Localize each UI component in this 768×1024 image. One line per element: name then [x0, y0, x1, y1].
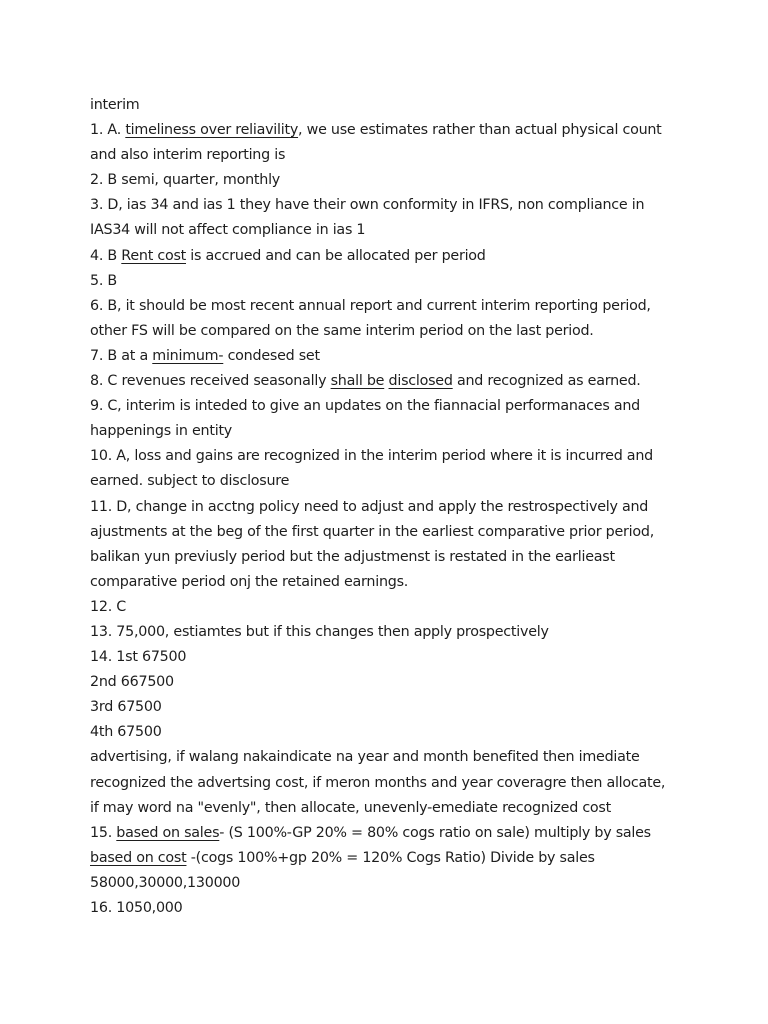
note-text: is accrued and can be allocated per period: [186, 247, 486, 264]
note-text: 2nd 667500: [90, 674, 174, 691]
note-line: [90, 244, 730, 269]
note-text: if may word na "evenly", then allocate, unevenly-emediate recognized cost: [90, 799, 611, 816]
note-text: 9. C, interim is inteded to give an updates on the fiannacial performanaces and: [90, 398, 640, 415]
note-line: [90, 645, 730, 670]
note-text: balikan yun previusly period but the adjustmenst is restated in the earlieast: [90, 548, 615, 565]
note-line: [90, 871, 730, 896]
note-text: 10. A, loss and gains are recognized in the interim period where it is incurred and: [90, 448, 653, 465]
note-text: ajustments at the beg of the first quarter in the earliest comparative prior period,: [90, 523, 654, 540]
note-text: condesed set: [223, 347, 320, 364]
note-line: [90, 344, 730, 369]
underlined-text: minimum-: [152, 347, 224, 364]
note-line: [90, 771, 730, 796]
note-line: [90, 695, 730, 720]
note-line: [90, 218, 730, 243]
underlined-text: Rent cost: [121, 247, 187, 264]
note-line: [90, 595, 730, 620]
note-text: 12. C: [90, 598, 127, 615]
note-line: [90, 419, 730, 444]
note-text: 2. B semi, quarter, monthly: [90, 172, 280, 189]
note-line: [90, 93, 730, 118]
note-text: 15.: [90, 824, 117, 841]
note-line: [90, 620, 730, 645]
note-text: advertising, if walang nakaindicate na year and month benefited then imediate: [90, 749, 640, 766]
note-line: [90, 570, 730, 595]
underlined-text: timeliness over reliavility: [125, 122, 299, 139]
handwritten-notes: [90, 93, 730, 921]
note-line: [90, 520, 730, 545]
note-text: and also interim reporting is: [90, 147, 286, 164]
note-line: [90, 796, 730, 821]
note-text: 11. D, change in acctng policy need to adjust and apply the restrospectively and: [90, 498, 649, 515]
note-text: 7. B at a: [90, 347, 153, 364]
note-line: [90, 896, 730, 921]
note-text: 58000,30000,130000: [90, 874, 241, 891]
note-line: [90, 168, 730, 193]
note-text: 3. D, ias 34 and ias 1 they have their own conformity in IFRS, non compliance in: [90, 197, 645, 214]
note-line: [90, 193, 730, 218]
note-line: [90, 469, 730, 494]
note-text: 4th 67500: [90, 724, 162, 741]
note-text: 6. B, it should be most recent annual report and current interim reporting period,: [90, 297, 651, 314]
note-text: comparative period onj the retained earnings.: [90, 573, 409, 590]
underlined-text: shall be: [330, 373, 385, 390]
note-line: [90, 394, 730, 419]
note-line: [90, 846, 730, 871]
note-text: -(cogs 100%+gp 20% = 120% Cogs Ratio) Divide by sales: [186, 849, 595, 866]
underlined-text: based on sales: [116, 824, 220, 841]
note-text: other FS will be compared on the same interim period on the last period.: [90, 322, 594, 339]
note-line: [90, 670, 730, 695]
note-line: [90, 821, 730, 846]
note-text: 4. B: [90, 247, 122, 264]
note-line: [90, 369, 730, 394]
note-line: [90, 444, 730, 469]
note-text: 16. 1050,000: [90, 900, 183, 916]
note-line: [90, 545, 730, 570]
note-text: 14. 1st 67500: [90, 649, 187, 666]
note-line: [90, 745, 730, 770]
note-text: , we use estimates rather than actual physical count: [298, 122, 662, 139]
note-line: [90, 294, 730, 319]
note-line: [90, 143, 730, 168]
underlined-text: based on cost: [90, 849, 187, 866]
note-text: earned. subject to disclosure: [90, 473, 290, 490]
note-text: 13. 75,000, estiamtes but if this changes then apply prospectively: [90, 623, 549, 640]
note-text: 1. A.: [90, 122, 126, 139]
note-line: [90, 319, 730, 344]
note-line: [90, 269, 730, 294]
note-text: happenings in entity: [90, 423, 233, 440]
underlined-text: disclosed: [388, 373, 453, 390]
note-text: 8. C revenues received seasonally: [90, 373, 331, 390]
note-line: [90, 118, 730, 143]
note-text: - (S 100%-GP 20% = 80% cogs ratio on sale) multiply by sales: [219, 824, 651, 841]
document-page: [90, 93, 730, 921]
note-text: 3rd 67500: [90, 699, 162, 716]
note-text: IAS34 will not affect compliance in ias 1: [90, 222, 366, 239]
note-text: 5. B: [90, 272, 117, 289]
note-text: recognized the advertsing cost, if meron months and year coveragre then allocate,: [90, 774, 666, 791]
note-line: [90, 495, 730, 520]
note-line: [90, 720, 730, 745]
note-text: and recognized as earned.: [452, 373, 641, 390]
note-text: interim: [90, 97, 140, 113]
